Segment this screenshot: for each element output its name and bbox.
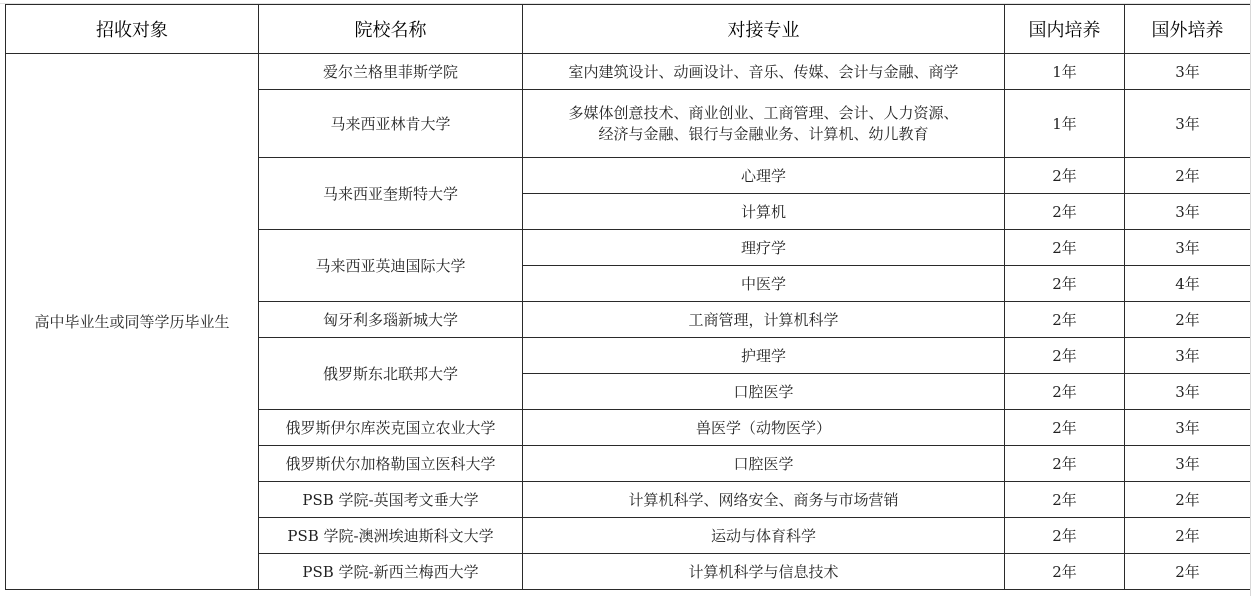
major-cell[interactable]: 口腔医学 xyxy=(523,446,1005,482)
major-cell[interactable]: 心理学 xyxy=(523,158,1005,194)
school-cell[interactable]: 俄罗斯东北联邦大学 xyxy=(259,338,523,410)
abroad-cell[interactable]: 3年 xyxy=(1125,194,1251,230)
domestic-cell[interactable]: 1年 xyxy=(1005,90,1125,158)
major-cell[interactable] xyxy=(523,90,1005,158)
domestic-cell[interactable]: 2年 xyxy=(1005,158,1125,194)
abroad-cell[interactable]: 3年 xyxy=(1125,338,1251,374)
domestic-cell[interactable]: 2年 xyxy=(1005,518,1125,554)
school-cell[interactable]: PSB 学院-新西兰梅西大学 xyxy=(259,554,523,590)
major-line-1: 多媒体创意技术、商业创业、工商管理、会计、人力资源、 xyxy=(568,103,959,122)
school-cell[interactable]: PSB 学院-英国考文垂大学 xyxy=(259,482,523,518)
major-cell[interactable]: 工商管理，计算机科学 xyxy=(523,302,1005,338)
header-target: 招收对象 xyxy=(6,5,259,54)
school-cell[interactable]: 马来西亚奎斯特大学 xyxy=(259,158,523,230)
major-cell[interactable]: 运动与体育科学 xyxy=(523,518,1005,554)
school-cell[interactable]: 马来西亚林肯大学 xyxy=(259,90,523,158)
major-cell[interactable]: 计算机科学与信息技术 xyxy=(523,554,1005,590)
domestic-cell[interactable]: 2年 xyxy=(1005,266,1125,302)
major-cell[interactable]: 计算机科学、网络安全、商务与市场营销 xyxy=(523,482,1005,518)
abroad-cell[interactable]: 2年 xyxy=(1125,482,1251,518)
major-line-2: 经济与金融、银行与金融业务、计算机、幼儿教育 xyxy=(598,124,929,143)
header-school: 院校名称 xyxy=(259,5,523,54)
abroad-cell[interactable]: 3年 xyxy=(1125,90,1251,158)
abroad-cell[interactable]: 3年 xyxy=(1125,446,1251,482)
abroad-cell[interactable]: 3年 xyxy=(1125,410,1251,446)
school-cell[interactable]: 俄罗斯伊尔库茨克国立农业大学 xyxy=(259,410,523,446)
domestic-cell[interactable]: 2年 xyxy=(1005,194,1125,230)
header-abroad: 国外培养 xyxy=(1125,5,1251,54)
abroad-cell[interactable]: 2年 xyxy=(1125,302,1251,338)
school-cell[interactable]: 马来西亚英迪国际大学 xyxy=(259,230,523,302)
abroad-cell[interactable]: 3年 xyxy=(1125,54,1251,90)
school-cell[interactable]: 爱尔兰格里菲斯学院 xyxy=(259,54,523,90)
abroad-cell[interactable]: 2年 xyxy=(1125,518,1251,554)
program-table xyxy=(5,4,1251,590)
domestic-cell[interactable]: 2年 xyxy=(1005,446,1125,482)
target-cell[interactable]: 高中毕业生或同等学历毕业生 xyxy=(6,54,259,590)
domestic-cell[interactable]: 2年 xyxy=(1005,338,1125,374)
domestic-cell[interactable]: 2年 xyxy=(1005,302,1125,338)
domestic-cell[interactable]: 2年 xyxy=(1005,410,1125,446)
major-cell[interactable]: 口腔医学 xyxy=(523,374,1005,410)
header-major: 对接专业 xyxy=(523,5,1005,54)
abroad-cell[interactable]: 2年 xyxy=(1125,554,1251,590)
abroad-cell[interactable]: 3年 xyxy=(1125,374,1251,410)
domestic-cell[interactable]: 2年 xyxy=(1005,230,1125,266)
abroad-cell[interactable]: 2年 xyxy=(1125,158,1251,194)
domestic-cell[interactable]: 2年 xyxy=(1005,374,1125,410)
header-domestic: 国内培养 xyxy=(1005,5,1125,54)
major-cell[interactable]: 室内建筑设计、动画设计、音乐、传媒、会计与金融、商学 xyxy=(523,54,1005,90)
major-cell[interactable]: 中医学 xyxy=(523,266,1005,302)
abroad-cell[interactable]: 4年 xyxy=(1125,266,1251,302)
table-row xyxy=(6,54,1251,90)
major-cell[interactable]: 计算机 xyxy=(523,194,1005,230)
abroad-cell[interactable]: 3年 xyxy=(1125,230,1251,266)
school-cell[interactable]: PSB 学院-澳洲埃迪斯科文大学 xyxy=(259,518,523,554)
major-cell[interactable]: 兽医学（动物医学） xyxy=(523,410,1005,446)
school-cell[interactable]: 匈牙利多瑙新城大学 xyxy=(259,302,523,338)
domestic-cell[interactable]: 2年 xyxy=(1005,554,1125,590)
sheet-right-edge xyxy=(1250,0,1257,596)
school-cell[interactable]: 俄罗斯伏尔加格勒国立医科大学 xyxy=(259,446,523,482)
domestic-cell[interactable]: 1年 xyxy=(1005,54,1125,90)
domestic-cell[interactable]: 2年 xyxy=(1005,482,1125,518)
major-cell[interactable]: 护理学 xyxy=(523,338,1005,374)
header-row xyxy=(6,5,1251,54)
major-cell[interactable]: 理疗学 xyxy=(523,230,1005,266)
